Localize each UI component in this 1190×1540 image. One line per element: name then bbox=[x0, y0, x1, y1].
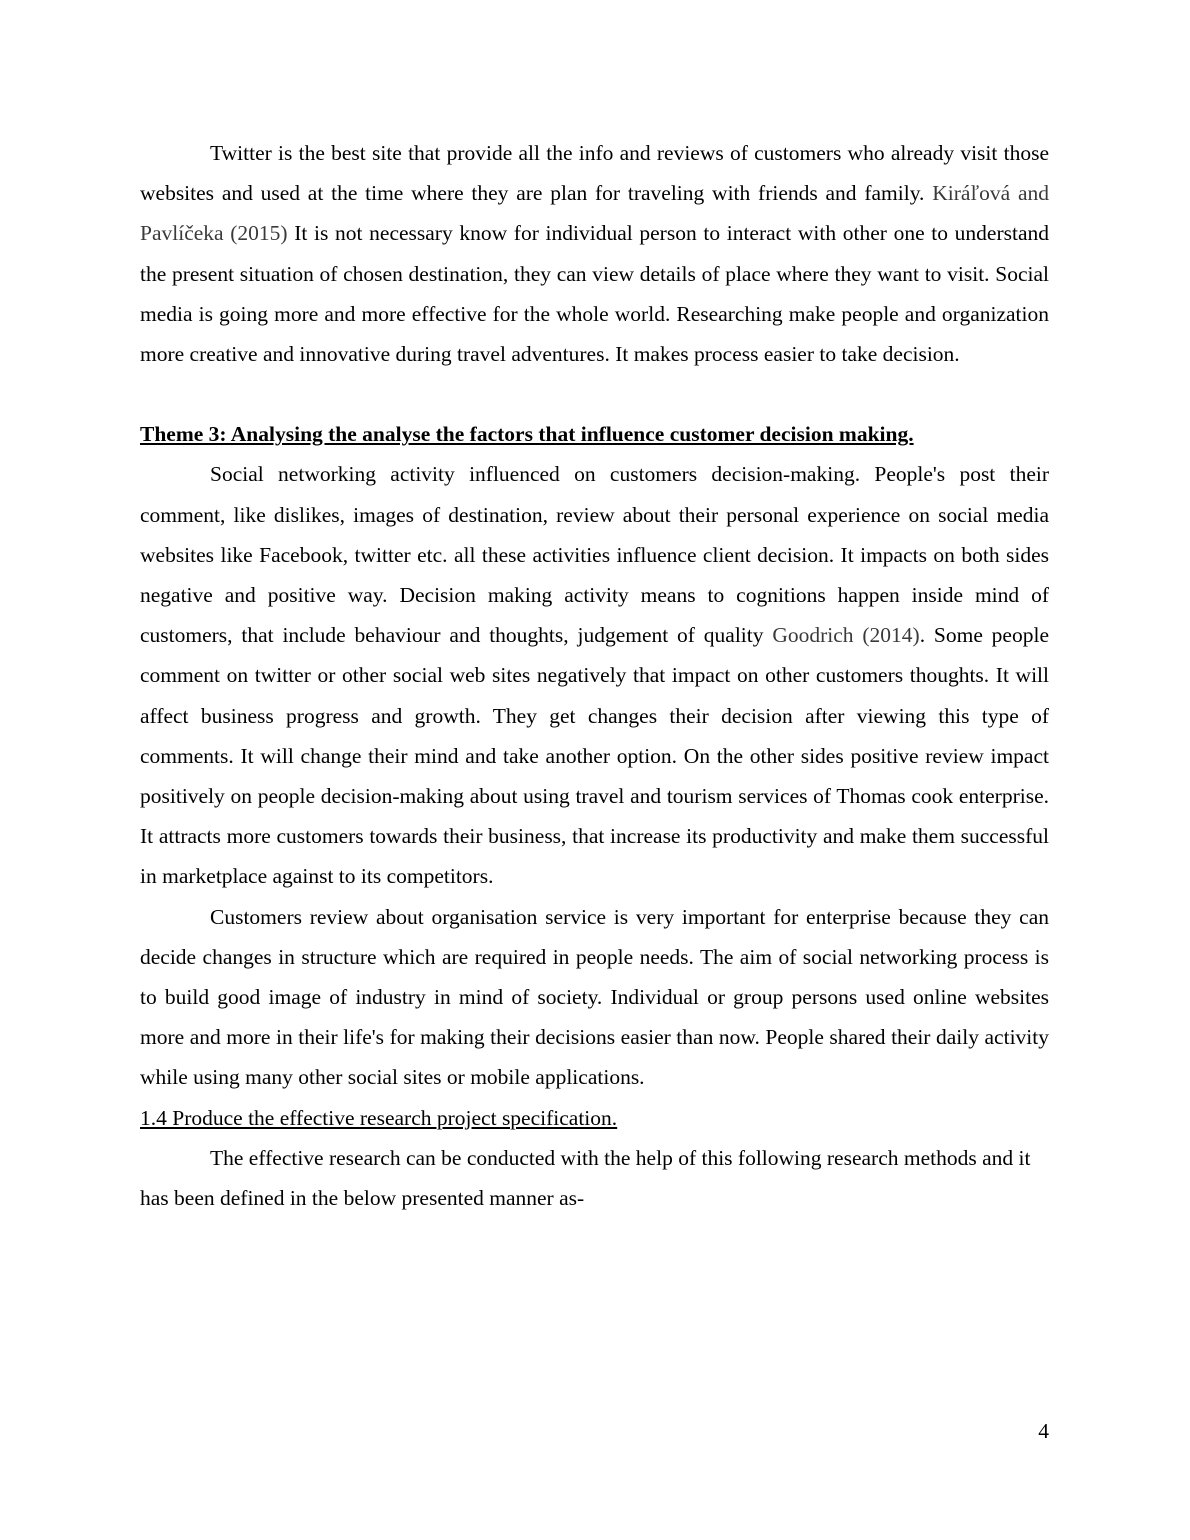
paragraph-customer-review: Customers review about organisation service is very important for enterprise because they can decide changes in structure which are required in people needs. The aim of social networking process is to build good image of industry in mind of society. Individual or group persons used online websites more and more in their life's for making their decisions easier than now. People shared their daily activity while using many other social sites or mobile applications. bbox=[140, 904, 1049, 1090]
paragraph-social-networking bbox=[140, 454, 1049, 896]
para1-text-after: It is not necessary know for individual person to interact with other one to understand the present situation of chosen destination, they can view details of place where they want to visit. Social media is going more and more effective for the whole world. Researching make people and organization more creative and innovative during travel adventures. It makes process easier to take decision. bbox=[140, 221, 1049, 367]
para2-text-before: Social networking activity influenced on customers decision-making. People's post their comment, like dislikes, images of destination, review about their personal experience on social media websites like Facebook, twitter etc. all these activities influence client decision. It impacts on both sides negative and positive way. Decision making activity means to cognitions happen inside mind of customers, that include behaviour and thoughts, judgement of quality bbox=[140, 462, 1049, 648]
para2-text-after: . Some people comment on twitter or other social web sites negatively that impact on other customers thoughts. It will affect business progress and growth. They get changes their decision after viewing this type of comments. It will change their mind and take another option. On the other sides positive review impact positively on people decision-making about using travel and tourism services of Thomas cook enterprise. It attracts more customers towards their business, that increase its productivity and make them successful in marketplace against to its competitors. bbox=[140, 623, 1049, 889]
para1-text-before: Twitter is the best site that provide all the info and reviews of customers who already visit those websites and used at the time where they are plan for traveling with friends and family. bbox=[140, 141, 1049, 206]
citation-kiralova: Kiráľová and Pavlíčeka (2015) bbox=[140, 181, 1049, 246]
paragraph-research-methods: The effective research can be conducted with the help of this following research methods and it has been defined in the below presented manner as- bbox=[140, 1145, 1031, 1211]
paragraph-twitter bbox=[140, 133, 1049, 374]
theme-3-heading: Theme 3: Analysing the analyse the factors that influence customer decision making. bbox=[140, 422, 914, 447]
section-heading-1-4: 1.4 Produce the effective research project specification. bbox=[140, 1105, 618, 1130]
page-number: 4 bbox=[1038, 1419, 1049, 1443]
citation-goodrich: Goodrich (2014) bbox=[772, 623, 920, 648]
document-body bbox=[140, 133, 1049, 1218]
